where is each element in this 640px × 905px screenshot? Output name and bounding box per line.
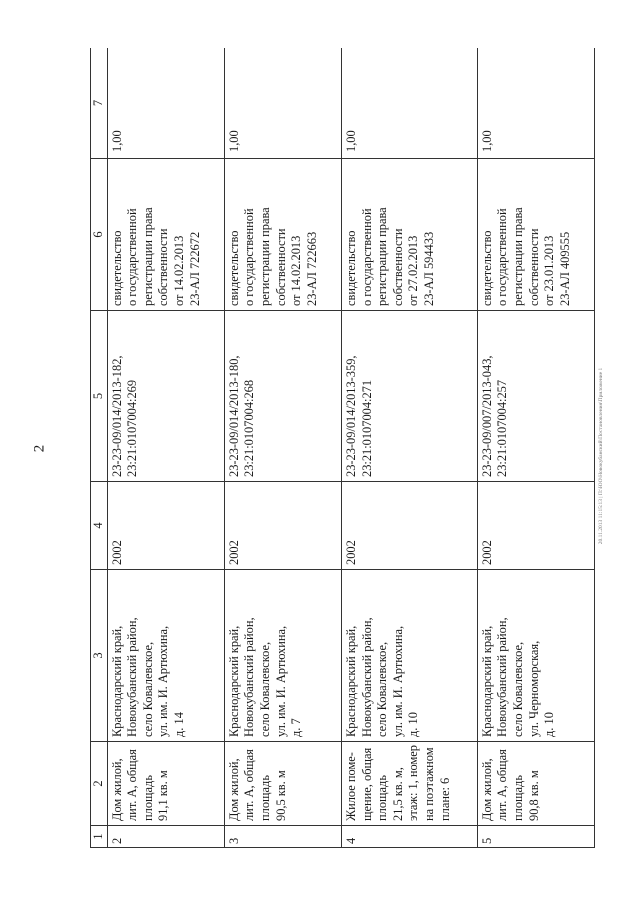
cell-text-line: 21,5 кв. м, (390, 767, 405, 821)
row-number-cell: 2 (107, 826, 224, 848)
cell-text-line: 90,8 кв. м (526, 770, 541, 821)
object-description-cell (224, 742, 341, 826)
cell-text-line: площадь (257, 774, 272, 821)
cell-text-line: 23-23-09/014/2013-359, (344, 355, 358, 477)
ownership-document-cell (107, 159, 224, 311)
cadastral-number-cell (477, 311, 594, 482)
cadastral-number-cell (107, 311, 224, 482)
row-number-cell: 4 (342, 826, 478, 848)
cell-text-line: свидетельство (344, 230, 358, 306)
cell-text-line: Краснодарский край, (344, 625, 358, 737)
table-row (224, 48, 341, 848)
share-cell: 1,00 (342, 48, 478, 159)
share-cell: 1,00 (107, 48, 224, 159)
cell-text-line: собственности (526, 228, 541, 306)
cell-text-line: Краснодарский край, (479, 625, 494, 737)
cell-text-line: о государственной (125, 208, 140, 306)
cell-text-line: на поэтажном (421, 747, 436, 821)
table-body (107, 48, 594, 848)
table-row (477, 48, 594, 848)
table-row (342, 48, 478, 848)
cell-text-line: 23-АЛ 722663 (304, 231, 319, 306)
cell-text-line: собственности (273, 228, 288, 306)
year-cell: 2002 (477, 482, 594, 570)
cell-text-line: площадь (510, 774, 525, 821)
cell-text-line: регистрации права (257, 207, 272, 306)
column-header: 1 (91, 826, 108, 848)
cell-text-line: ул. им. И. Артюхина, (273, 625, 288, 737)
table-row (107, 48, 224, 848)
cell-text-line: регистрации права (375, 207, 390, 306)
cell-text-line: Новокубанский район, (242, 617, 257, 737)
cell-text-line: Дом жилой, (109, 758, 124, 821)
cell-text-line: Краснодарский край, (226, 625, 241, 737)
ownership-document-cell (477, 159, 594, 311)
address-cell (107, 570, 224, 742)
cell-text-line: лит. А, общая (242, 749, 257, 821)
cell-text-line: свидетельство (109, 230, 124, 306)
cell-text-line: собственности (156, 228, 171, 306)
cell-text-line: 23-23-09/014/2013-180, (226, 355, 241, 477)
address-cell (477, 570, 594, 742)
cell-text-line: село Ковалевское, (375, 641, 390, 737)
cell-text-line: 23:21:0107004:271 (359, 379, 374, 477)
object-description-cell (342, 742, 478, 826)
cell-text-line: село Ковалевское, (257, 641, 272, 737)
cell-text-line: Жилое поме- (344, 752, 358, 821)
cell-text-line: о государственной (242, 208, 257, 306)
cell-text-line: 23-АЛ 409555 (557, 231, 572, 306)
address-cell (342, 570, 478, 742)
share-cell: 1,00 (224, 48, 341, 159)
address-cell (224, 570, 341, 742)
cell-text-line: Новокубанский район, (125, 617, 140, 737)
column-number-row (91, 48, 108, 848)
file-path-note: 20.11.2013 11:15:13 | П:\ЮО\Новокубанский\Постановления\Приложение 1 (598, 367, 604, 545)
cell-text-line: ул. Черноморская, (526, 640, 541, 737)
cell-text-line: плане: 6 (437, 777, 452, 821)
cell-text-line: этаж: 1, номер (406, 744, 421, 821)
object-description-cell (107, 742, 224, 826)
cell-text-line: от 23.01.2013 (542, 235, 557, 306)
cell-text-line: Новокубанский район, (495, 617, 510, 737)
cell-text-line: лит. А, общая (125, 749, 140, 821)
property-table (90, 48, 595, 848)
cell-text-line: регистрации права (510, 207, 525, 306)
year-cell: 2002 (342, 482, 478, 570)
cell-text-line: щение, общая (359, 747, 374, 821)
cell-text-line: о государственной (359, 208, 374, 306)
cell-text-line: Дом жилой, (226, 758, 241, 821)
object-description-cell (477, 742, 594, 826)
cell-text-line: д. 10 (542, 712, 557, 737)
column-header: 4 (91, 482, 108, 570)
ownership-document-cell (224, 159, 341, 311)
cell-text-line: 23-23-09/007/2013-043, (479, 355, 494, 477)
cell-text-line: от 14.02.2013 (289, 235, 304, 306)
cell-text-line: село Ковалевское, (140, 641, 155, 737)
column-header: 6 (91, 159, 108, 311)
share-cell: 1,00 (477, 48, 594, 159)
ownership-document-cell (342, 159, 478, 311)
year-cell: 2002 (107, 482, 224, 570)
column-header: 3 (91, 570, 108, 742)
cell-text-line: собственности (390, 228, 405, 306)
row-number-cell: 3 (224, 826, 341, 848)
cell-text-line: ул. им. И. Артюхина, (390, 625, 405, 737)
cell-text-line: площадь (140, 774, 155, 821)
cell-text-line: свидетельство (479, 230, 494, 306)
cell-text-line: от 14.02.2013 (171, 235, 186, 306)
column-header: 5 (91, 311, 108, 482)
rotated-table-area (90, 48, 595, 848)
column-header: 2 (91, 742, 108, 826)
cell-text-line: о государственной (495, 208, 510, 306)
cell-text-line: Новокубанский район, (359, 617, 374, 737)
cell-text-line: 91,1 кв. м (156, 770, 171, 821)
cell-text-line: 23-АЛ 594433 (421, 231, 436, 306)
cell-text-line: ул. им. И. Артюхина, (156, 625, 171, 737)
cell-text-line: Дом жилой, (479, 758, 494, 821)
cell-text-line: село Ковалевское, (510, 641, 525, 737)
cell-text-line: д. 10 (406, 712, 421, 737)
cell-text-line: д. 14 (171, 712, 186, 737)
cell-text-line: свидетельство (226, 230, 241, 306)
rotated-table-container (90, 48, 595, 848)
cadastral-number-cell (342, 311, 478, 482)
cell-text-line: д. 7 (289, 718, 304, 737)
cell-text-line: регистрации права (140, 207, 155, 306)
page-number: 2 (31, 444, 48, 453)
year-cell: 2002 (224, 482, 341, 570)
cell-text-line: 23:21:0107004:269 (125, 379, 140, 477)
cell-text-line: 23:21:0107004:257 (495, 379, 510, 477)
row-number-cell: 5 (477, 826, 594, 848)
cadastral-number-cell (224, 311, 341, 482)
cell-text-line: от 27.02.2013 (406, 235, 421, 306)
cell-text-line: 23:21:0107004:268 (242, 379, 257, 477)
cell-text-line: 90,5 кв. м (273, 770, 288, 821)
cell-text-line: 23-АЛ 722672 (187, 231, 202, 306)
cell-text-line: Краснодарский край, (109, 625, 124, 737)
cell-text-line: 23-23-09/014/2013-182, (109, 355, 124, 477)
column-header: 7 (91, 48, 108, 159)
cell-text-line: площадь (375, 774, 390, 821)
cell-text-line: лит. А, общая (495, 749, 510, 821)
